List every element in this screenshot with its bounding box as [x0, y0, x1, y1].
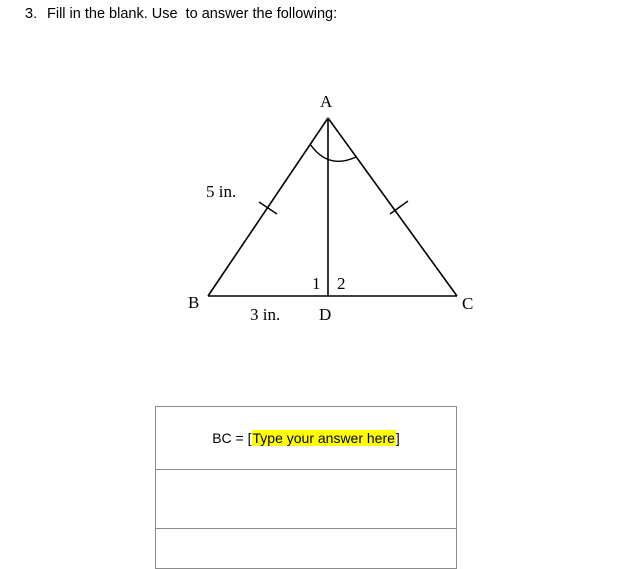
angle-2-label: 2 — [337, 274, 346, 293]
vertex-b-label: B — [188, 293, 200, 312]
segment-bd-length-label: 3 in. — [250, 305, 281, 324]
answer-line — [212, 430, 400, 446]
answer-prefix: BC = — [212, 430, 244, 446]
side-ac — [328, 118, 457, 296]
tick-mark-ab — [259, 202, 277, 214]
answer-cell — [156, 407, 457, 470]
vertex-d-label: D — [319, 305, 332, 324]
answer-input[interactable]: Type your answer here — [252, 430, 395, 446]
vertex-a-label: A — [320, 92, 333, 111]
answer-table — [155, 406, 457, 569]
side-ab-length-label: 5 in. — [206, 182, 237, 201]
question-prompt: Fill in the blank. Use to answer the following: — [47, 6, 338, 22]
bracket-open: [ — [247, 430, 252, 446]
question-number: 3. — [25, 6, 38, 22]
angle-1-label: 1 — [312, 274, 321, 293]
bracket-close: ] — [395, 430, 400, 446]
empty-cell — [156, 470, 457, 529]
vertex-c-label: C — [462, 294, 474, 313]
empty-cell — [156, 529, 457, 569]
